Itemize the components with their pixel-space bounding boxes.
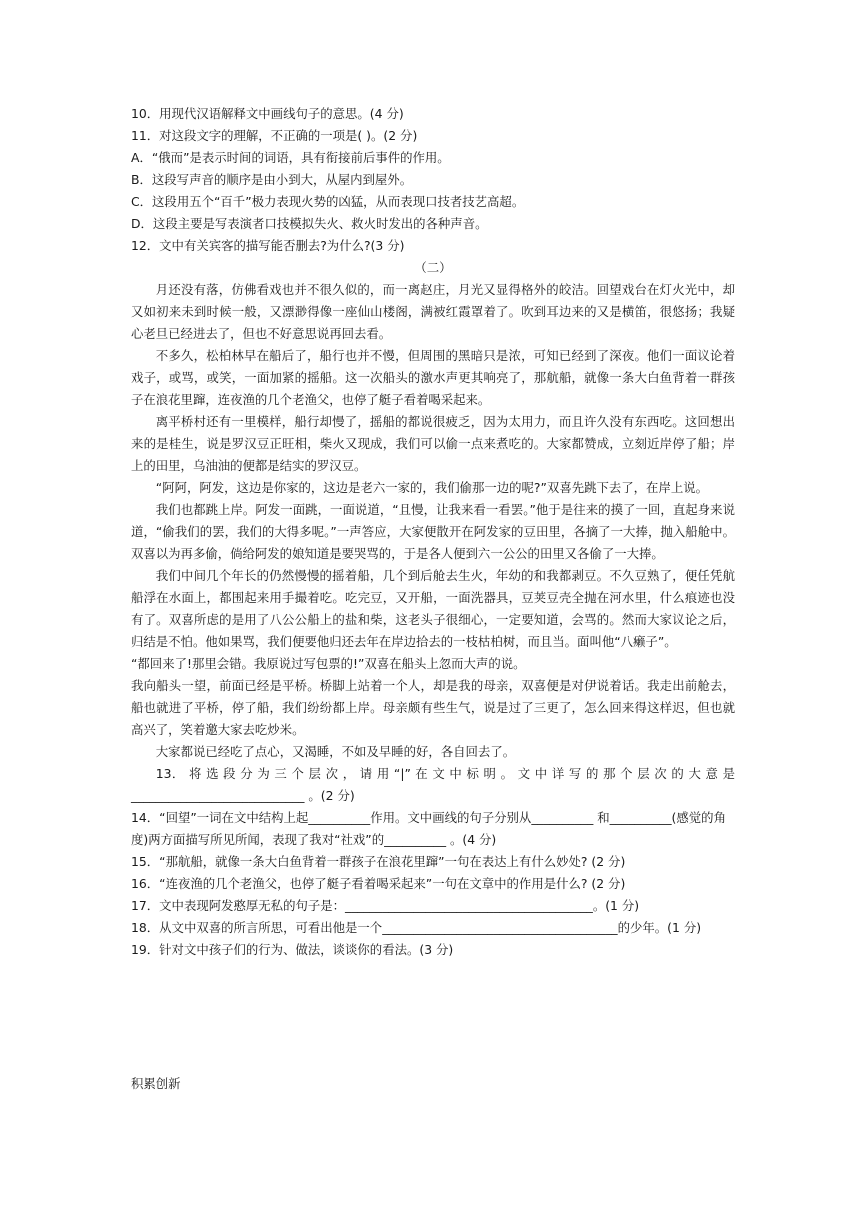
question-10: 10．用现代汉语解释文中画线句子的意思。(4 分) bbox=[131, 106, 404, 121]
question-11-option-b: B．这段写声音的顺序是由小到大，从屋内到屋外。 bbox=[131, 172, 413, 187]
question-19: 19．针对文中孩子们的行为、做法，谈谈你的看法。(3 分) bbox=[131, 942, 454, 957]
question-16: 16．“连夜渔的几个老渔父，也停了艇子看着喝采起来”一句在文章中的作用是什么? (2 分) bbox=[131, 876, 626, 891]
question-12: 12．文中有关宾客的描写能否删去?为什么?(3 分) bbox=[131, 238, 405, 253]
passage-paragraph-3: 离平桥村还有一里模样，船行却慢了，摇船的都说很疲乏，因为太用力，而且许久没有东西吃。这回想出来的是桂生，说是罗汉豆正旺相，柴火又现成，我们可以偷一点来煮吃的。大家都赞成，立刻近岸停了船；岸上的田里，乌油油的便都是结实的罗汉豆。 bbox=[131, 414, 735, 473]
passage-paragraph-2: 不多久，松柏林早在船后了，船行也并不慢，但周围的黑暗只是浓，可知已经到了深夜。他们一面议论着戏子，或骂，或笑，一面加紧的摇船。这一次船头的激水声更其响亮了，那航船，就像一条大白鱼背着一群孩子在浪花里蹿，连夜渔的几个老渔父，也停了艇子看着喝采起来。 bbox=[131, 348, 735, 407]
section-title: （二） bbox=[414, 260, 452, 275]
question-18: 18．从文中双喜的所言所思，可看出他是一个______________________________________的少年。(1 分) bbox=[131, 920, 702, 935]
passage-paragraph-4: “阿阿，阿发，这边是你家的，这边是老六一家的，我们偷那一边的呢?”双喜先跳下去了，在岸上说。 bbox=[155, 480, 709, 495]
question-14: 14．“回望”一词在文中结构上起__________作用。文中画线的句子分别从__________ 和__________(感觉的角度)两方面描写所见所闻，表现了我对“社戏”的__________ 。(4 分) bbox=[131, 810, 726, 847]
passage-paragraph-8: 我向船头一望，前面已经是平桥。桥脚上站着一个人，却是我的母亲，双喜便是对伊说着话。我走出前舱去，船也就进了平桥，停了船，我们纷纷都上岸。母亲颇有些生气，说是过了三更了，怎么回来得这样迟，但也就高兴了，笑着邀大家去吃炒米。 bbox=[131, 678, 735, 737]
passage-paragraph-1: 月还没有落，仿佛看戏也并不很久似的，而一离赵庄，月光又显得格外的皎洁。回望戏台在灯火光中，却又如初来未到时候一般，又漂渺得像一座仙山楼阁，满被红霞罩着了。吹到耳边来的又是横笛，很悠扬；我疑心老旦已经进去了，但也不好意思说再回去看。 bbox=[131, 282, 735, 341]
passage-paragraph-6: 我们中间几个年长的仍然慢慢的摇着船，几个到后舱去生火，年幼的和我都剥豆。不久豆熟了，便任凭航船浮在水面上，都围起来用手撮着吃。吃完豆，又开船，一面洗器具，豆荚豆壳全抛在河水里，什么痕迹也没有了。双喜所虑的是用了八公公船上的盐和柴，这老头子很细心，一定要知道，会骂的。然而大家议论之后，归结是不怕。他如果骂，我们便要他归还去年在岸边拾去的一枝枯柏树，而且当。面叫他“八癞子”。 bbox=[131, 568, 735, 649]
passage-paragraph-5: 我们也都跳上岸。阿发一面跳，一面说道，“且慢，让我来看一看罢。”他于是往来的摸了一回，直起身来说道，“偷我们的罢，我们的大得多呢。”一声答应，大家便散开在阿发家的豆田里，各摘了一大捧，抛入船舱中。双喜以为再多偷，倘给阿发的娘知道是要哭骂的，于是各人便到六一公公的田里又各偷了一大捧。 bbox=[131, 502, 735, 561]
question-17: 17．文中表现阿发憨厚无私的句子是：________________________________________。(1 分) bbox=[131, 898, 640, 913]
question-11: 11．对这段文字的理解，不正确的一项是( )。(2 分) bbox=[131, 128, 418, 143]
question-11-option-c: C．这段用五个“百千”极力表现火势的凶猛，从而表现口技者技艺高超。 bbox=[131, 194, 525, 209]
question-15: 15．“那航船，就像一条大白鱼背着一群孩子在浪花里蹿”一句在表达上有什么妙处? (2 分) bbox=[131, 854, 626, 869]
document-body bbox=[131, 103, 735, 961]
passage-paragraph-9: 大家都说已经吃了点心，又渴睡，不如及早睡的好，各自回去了。 bbox=[155, 744, 516, 759]
passage-paragraph-7: “都回来了!那里会错。我原说过写包票的!”双喜在船头上忽而大声的说。 bbox=[131, 656, 526, 671]
question-11-option-d: D．这段主要是写表演者口技模拟失火、救火时发出的各种声音。 bbox=[131, 216, 488, 231]
footer-section-heading: 积累创新 bbox=[131, 1076, 181, 1091]
question-11-option-a: A．“俄而”是表示时间的词语，具有衔接前后事件的作用。 bbox=[131, 150, 450, 165]
question-13: 13． 将 选 段 分 为 三 个 层 次 ， 请 用 “|” 在 文 中 标 明 。 文 中 详 写 的 那 个 层 次 的 大 意 是 ____________________________ 。(2 分) bbox=[131, 766, 735, 803]
